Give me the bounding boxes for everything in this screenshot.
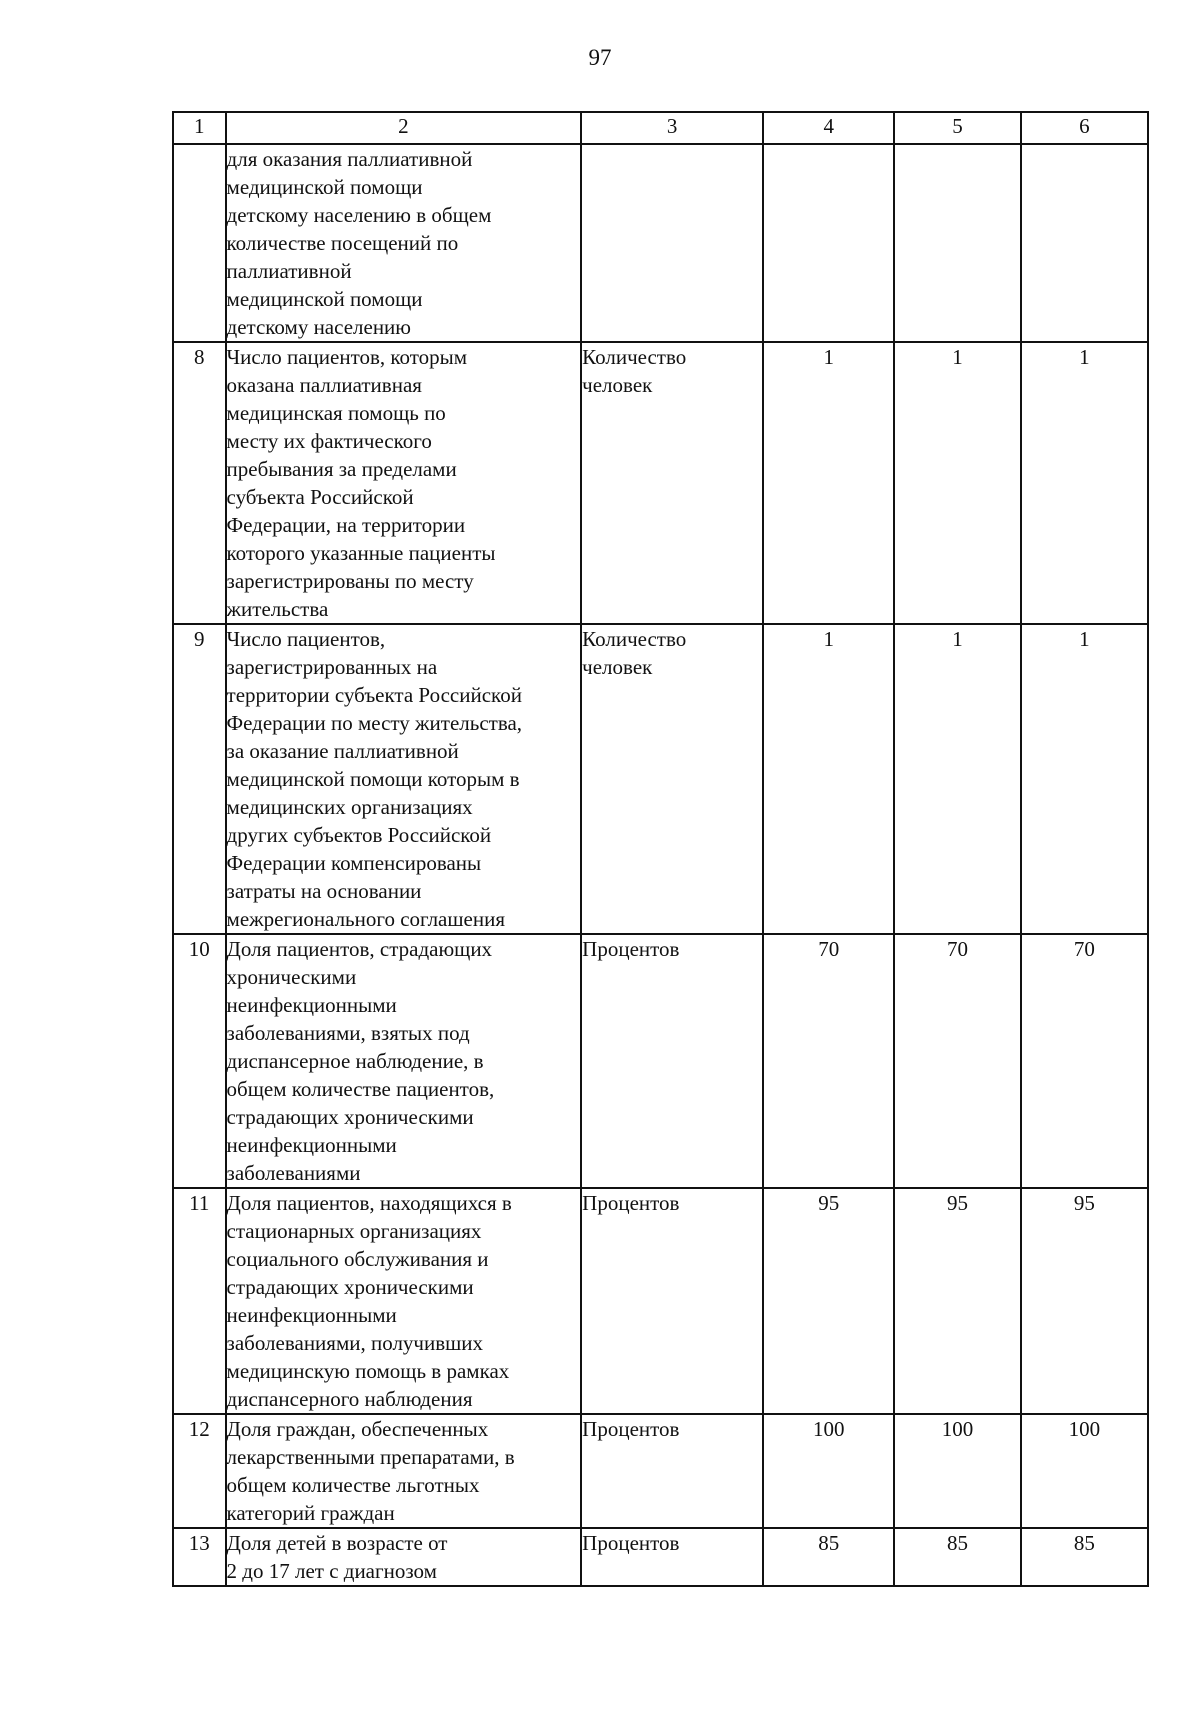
value-col-6: 95 [1021, 1188, 1148, 1414]
indicator-table [172, 111, 1149, 1587]
value-col-4: 70 [763, 934, 894, 1188]
column-header: 5 [894, 112, 1020, 144]
unit-of-measure: Количество человек [581, 624, 763, 934]
row-number: 11 [173, 1188, 226, 1414]
value-col-5: 100 [894, 1414, 1020, 1528]
indicator-name: Доля пациентов, находящихся в стационарных организациях социального обслуживания и страдающих хроническими неинфекционными заболеваниями, получивших медицинскую помощь в рамках диспансерного наблюдения [226, 1188, 582, 1414]
value-col-6: 70 [1021, 934, 1148, 1188]
table-row [173, 1528, 1148, 1586]
unit-of-measure: Количество человек [581, 342, 763, 624]
value-col-5: 70 [894, 934, 1020, 1188]
column-header: 2 [226, 112, 582, 144]
value-col-6: 1 [1021, 342, 1148, 624]
row-number [173, 144, 226, 342]
value-col-6: 1 [1021, 624, 1148, 934]
table-row [173, 1188, 1148, 1414]
value-col-4: 85 [763, 1528, 894, 1586]
value-col-4: 1 [763, 342, 894, 624]
indicator-name: для оказания паллиативной медицинской помощи детскому населению в общем количестве посещений по паллиативной медицинской помощи детскому населению [226, 144, 582, 342]
value-col-5 [894, 144, 1020, 342]
page-number: 97 [588, 45, 612, 70]
value-col-5: 1 [894, 342, 1020, 624]
indicator-name: Доля граждан, обеспеченных лекарственными препаратами, в общем количестве льготных категорий граждан [226, 1414, 582, 1528]
value-col-5: 95 [894, 1188, 1020, 1414]
unit-of-measure: Процентов [581, 1188, 763, 1414]
unit-of-measure: Процентов [581, 934, 763, 1188]
column-header: 6 [1021, 112, 1148, 144]
table-row [173, 624, 1148, 934]
unit-of-measure: Процентов [581, 1414, 763, 1528]
row-number: 13 [173, 1528, 226, 1586]
table-header-row [173, 112, 1148, 144]
column-header: 1 [173, 112, 226, 144]
unit-of-measure [581, 144, 763, 342]
value-col-4: 1 [763, 624, 894, 934]
value-col-4: 100 [763, 1414, 894, 1528]
value-col-6 [1021, 144, 1148, 342]
table-row [173, 1414, 1148, 1528]
row-number: 8 [173, 342, 226, 624]
row-number: 9 [173, 624, 226, 934]
row-number: 10 [173, 934, 226, 1188]
value-col-4: 95 [763, 1188, 894, 1414]
table-row [173, 144, 1148, 342]
indicator-name: Число пациентов, которым оказана паллиативная медицинская помощь по месту их фактического пребывания за пределами субъекта Российской Федерации, на территории которого указанные пациенты зарегистрированы по месту жительства [226, 342, 582, 624]
table-row [173, 342, 1148, 624]
indicator-name: Доля детей в возрасте от 2 до 17 лет с диагнозом [226, 1528, 582, 1586]
value-col-5: 85 [894, 1528, 1020, 1586]
value-col-6: 100 [1021, 1414, 1148, 1528]
column-header: 3 [581, 112, 763, 144]
value-col-6: 85 [1021, 1528, 1148, 1586]
value-col-4 [763, 144, 894, 342]
unit-of-measure: Процентов [581, 1528, 763, 1586]
column-header: 4 [763, 112, 894, 144]
table-row [173, 934, 1148, 1188]
row-number: 12 [173, 1414, 226, 1528]
indicator-name: Число пациентов, зарегистрированных на территории субъекта Российской Федерации по месту жительства, за оказание паллиативной медицинской помощи которым в медицинских организациях других субъектов Российской Федерации компенсированы затраты на основании межрегионального соглашения [226, 624, 582, 934]
indicator-name: Доля пациентов, страдающих хроническими неинфекционными заболеваниями, взятых под диспансерное наблюдение, в общем количестве пациентов, страдающих хроническими неинфекционными заболеваниями [226, 934, 582, 1188]
value-col-5: 1 [894, 624, 1020, 934]
